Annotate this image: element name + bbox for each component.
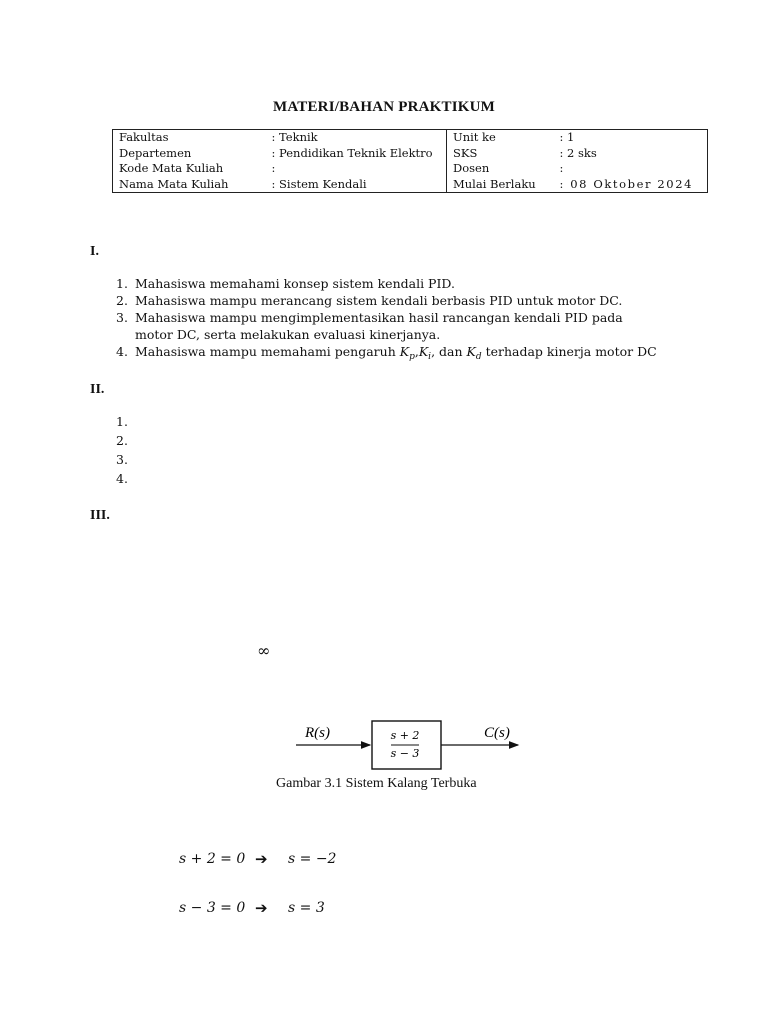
field-value: : 2 sks	[559, 145, 597, 160]
field-value: :	[559, 161, 564, 176]
field-label: Nama Mata Kuliah	[119, 176, 229, 191]
denominator: s − 3	[390, 747, 420, 760]
list-text: Mahasiswa mampu memahami pengaruh	[135, 344, 400, 359]
figure-caption: Gambar 3.1 Sistem Kalang Terbuka	[276, 776, 477, 791]
list-number: 3.	[116, 452, 128, 467]
ki-subscript: i	[428, 352, 432, 362]
list-number: 1.	[116, 414, 128, 429]
list-item	[116, 309, 676, 343]
table-row	[113, 130, 708, 146]
field-label: Fakultas	[119, 130, 169, 145]
course-info-table	[112, 129, 708, 193]
list-text-mid: , dan	[431, 344, 467, 359]
kp-subscript: p	[409, 352, 415, 362]
field-label: Kode Mata Kuliah	[119, 161, 224, 176]
table-row	[113, 161, 708, 177]
field-label: Mulai Berlaku	[453, 176, 536, 191]
list-number: 4.	[116, 344, 128, 359]
ki-symbol: K	[418, 344, 429, 359]
table-row	[113, 146, 708, 162]
output-label: C(s)	[484, 725, 510, 741]
field-value: : 1	[559, 130, 575, 145]
block-diagram	[290, 712, 530, 774]
equation-lhs	[179, 851, 245, 867]
list-item	[116, 292, 676, 309]
equation-text: s = 3	[288, 900, 325, 916]
list-number: 1.	[116, 276, 128, 291]
list-text: Mahasiswa mampu merancang sistem kendali berbasis PID untuk motor DC.	[135, 293, 623, 308]
list-number: 4.	[116, 471, 128, 486]
list-text-suffix: terhadap kinerja motor DC	[481, 344, 657, 359]
field-value: :	[266, 161, 447, 177]
equation-text: s = −2	[288, 851, 337, 867]
list-item	[116, 343, 716, 366]
equation-text: s − 3 = 0	[179, 900, 246, 916]
field-value: : Pendidikan Teknik Elektro	[266, 146, 447, 162]
field-value: : 08 Oktober 2024	[559, 176, 694, 191]
field-label: Departemen	[119, 145, 192, 160]
equation-rhs	[288, 851, 336, 867]
list-text-continued: motor DC, serta melakukan evaluasi kinerjanya.	[135, 327, 441, 342]
section-heading-2: II.	[90, 382, 105, 397]
equation-text: s + 2 = 0	[179, 851, 246, 867]
field-value: : Sistem Kendali	[266, 177, 447, 193]
infinity-symbol: ∞	[257, 641, 271, 660]
equation-lhs	[179, 900, 245, 916]
field-label: Unit ke	[453, 130, 496, 145]
list-text: Mahasiswa mampu mengimplementasikan hasil rancangan kendali PID pada	[135, 310, 623, 325]
list-item	[116, 275, 676, 292]
kd-subscript: d	[475, 352, 482, 362]
field-label: Dosen	[453, 161, 490, 176]
equation-rhs	[288, 900, 325, 916]
list-number: 2.	[116, 433, 128, 448]
input-label: R(s)	[305, 725, 330, 741]
field-label: SKS	[453, 145, 478, 160]
list-number: 2.	[116, 293, 128, 308]
right-arrow-icon: ➔	[255, 899, 268, 917]
section-heading-3: III.	[90, 508, 110, 523]
list-number: 3.	[116, 310, 128, 325]
section-heading-1: I.	[90, 244, 99, 259]
kd-symbol: K	[466, 344, 476, 359]
right-arrow-icon: ➔	[255, 850, 268, 868]
numerator: s + 2	[390, 729, 420, 742]
table-row	[113, 177, 708, 193]
page-title: MATERI/BAHAN PRAKTIKUM	[272, 99, 496, 115]
comma: ,	[414, 344, 419, 359]
kp-symbol: K	[399, 344, 410, 359]
list-text: Mahasiswa memahami konsep sistem kendali PID.	[135, 276, 455, 291]
field-value: : Teknik	[266, 130, 447, 146]
